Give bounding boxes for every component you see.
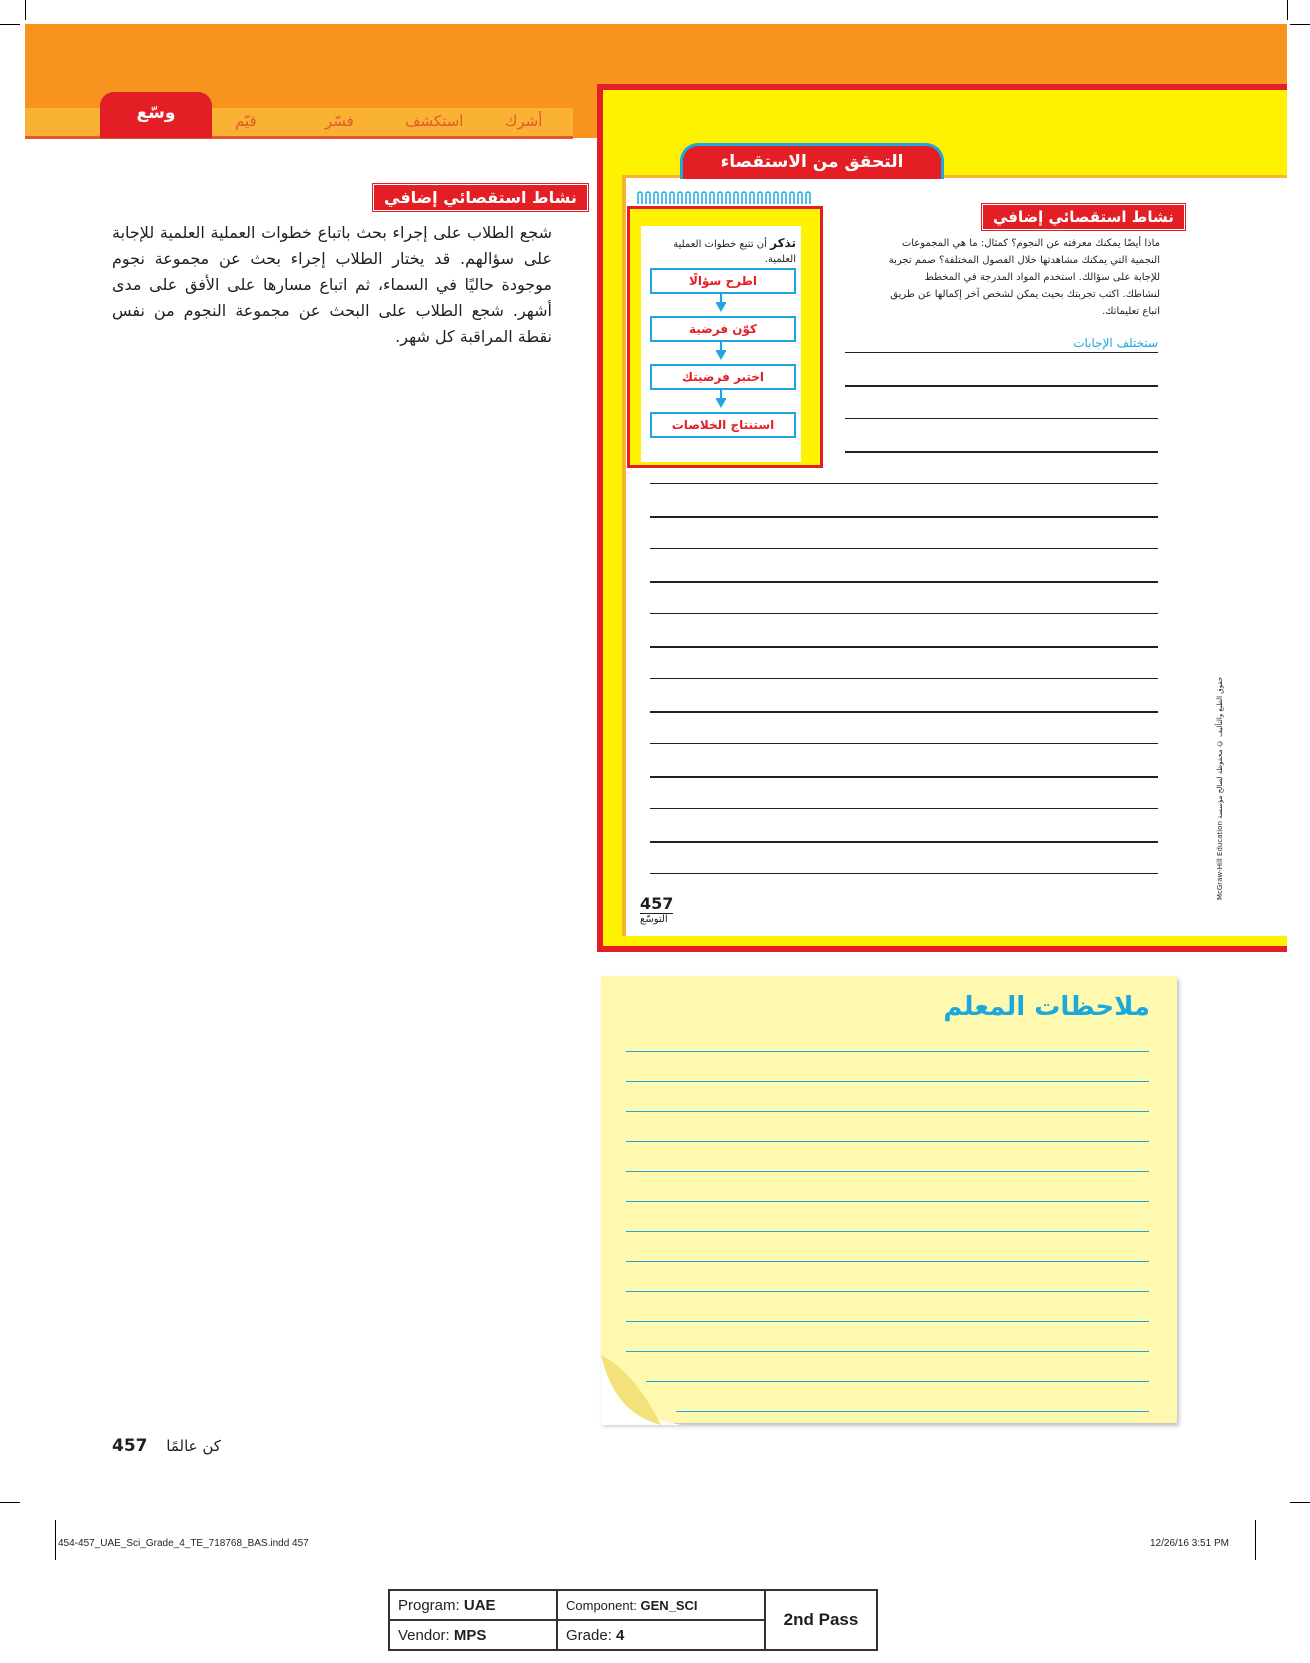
notes-line	[626, 1111, 1149, 1112]
teacher-page-number: 457	[112, 1436, 148, 1456]
slug-date: 12/26/16 3:51 PM	[1150, 1538, 1229, 1549]
crop-mark	[1290, 1502, 1310, 1503]
notes-line	[676, 1411, 1149, 1412]
crop-mark	[55, 1520, 56, 1560]
notes-line	[626, 1201, 1149, 1202]
spiral-binding-icon	[634, 190, 814, 206]
notes-line	[626, 1291, 1149, 1292]
writing-line	[650, 483, 1158, 484]
student-page-title: التحقق من الاستقصاء	[680, 143, 944, 179]
arrow-down-icon	[716, 390, 726, 408]
teacher-section-heading: نشاط استقصائي إضافي	[373, 184, 588, 211]
tab-explain[interactable]: فسّر	[325, 112, 354, 130]
production-slug-table	[388, 1589, 878, 1651]
step-ask-question: اطرح سؤالًا	[650, 268, 796, 294]
writing-line	[650, 548, 1158, 549]
slug-filename: 454-457_UAE_Sci_Grade_4_TE_718768_BAS.indd 457	[58, 1538, 309, 1549]
writing-line	[650, 776, 1158, 778]
writing-line	[845, 418, 1158, 419]
crop-mark	[25, 0, 26, 20]
writing-line	[650, 711, 1158, 713]
slug-pass: 2nd Pass	[765, 1590, 877, 1650]
arrow-down-icon	[716, 294, 726, 312]
slug-vendor: Vendor: MPS	[389, 1620, 557, 1650]
teacher-body-text: شجع الطلاب على إجراء بحث باتباع خطوات العملية العلمية للإجابة على سؤالهم. قد يختار الطلاب إجراء بحث عن مجموعة نجوم موجودة حاليًا في السماء، ثم اتباع مسارها على الأفق على مدى أشهر. شجع الطلاب على البحث عن مجموعة النجوم من نفس نقطة المراقبة كل شهر.	[112, 223, 552, 346]
teacher-notes-title: ملاحظات المعلم	[943, 992, 1150, 1022]
tab-engage[interactable]: أشرك	[505, 112, 543, 130]
notes-line	[626, 1231, 1149, 1232]
tab-evaluate[interactable]: قيّم	[235, 112, 257, 130]
writing-line	[650, 646, 1158, 648]
student-section-heading: نشاط استقصائي إضافي	[982, 204, 1185, 230]
step-test-hypothesis: اختبر فرضيتك	[650, 364, 796, 390]
writing-line	[650, 613, 1158, 614]
slug-component: Component: GEN_SCI	[557, 1590, 765, 1620]
notes-line	[626, 1141, 1149, 1142]
slug-program: Program: UAE	[389, 1590, 557, 1620]
crop-mark	[1290, 24, 1310, 25]
writing-line	[845, 385, 1158, 387]
tab-elaborate-active[interactable]: وسّع	[100, 92, 212, 138]
writing-line	[650, 743, 1158, 744]
arrow-down-icon	[716, 342, 726, 360]
notes-line	[626, 1171, 1149, 1172]
answers-vary-label: ستختلف الإجابات	[1073, 336, 1158, 350]
step-draw-conclusions: استنتاج الخلاصات	[650, 412, 796, 438]
writing-line	[650, 678, 1158, 679]
inquiry-body-text: ماذا أيضًا يمكنك معرفته عن النجوم؟ كمثال: ما هي المجموعات النجمية التي يمكنك مشاهدتها خلال الفصول المختلفة؟ صمم تجربة للإجابة على سؤالك. استخدم المواد المدرجة في المخطط لنشاطك. اكتب تجربتك بحيث يمكن لشخص آخر إكمالها عن طريق اتباع تعليماتك.	[888, 238, 1160, 317]
notes-line	[626, 1261, 1149, 1262]
crop-mark	[1287, 0, 1288, 20]
writing-line	[650, 581, 1158, 583]
remember-note	[646, 236, 796, 267]
step-form-hypothesis: كوّن فرضية	[650, 316, 796, 342]
writing-line	[650, 516, 1158, 518]
notes-line	[626, 1051, 1149, 1052]
remember-label: تذكر	[770, 236, 796, 250]
teacher-footer-label: كن عالمًا	[166, 1437, 221, 1455]
teacher-notes-card	[601, 976, 1177, 1423]
writing-line	[650, 873, 1158, 874]
crop-mark	[1255, 1520, 1256, 1560]
student-page-number: 457	[640, 894, 674, 913]
tab-explore[interactable]: استكشف	[405, 112, 464, 130]
crop-mark	[0, 24, 20, 25]
writing-line	[845, 352, 1158, 353]
notes-line	[626, 1321, 1149, 1322]
crop-mark	[0, 1502, 20, 1503]
writing-line	[650, 808, 1158, 809]
copyright-credit: McGraw-Hill Education حقوق الطبع والتأليف © محفوظة لصالح مؤسسة	[1216, 676, 1224, 900]
writing-line	[845, 451, 1158, 453]
teacher-footer	[112, 1436, 312, 1456]
page-curl-icon	[601, 1355, 681, 1425]
slug-grade: Grade: 4	[557, 1620, 765, 1650]
notes-line	[626, 1081, 1149, 1082]
notes-line	[646, 1381, 1149, 1382]
remember-text: أن تتبع خطوات العملية العلمية.	[673, 239, 796, 265]
writing-line	[650, 841, 1158, 843]
notes-line	[626, 1351, 1149, 1352]
student-page-label: التوسّع	[640, 914, 668, 925]
